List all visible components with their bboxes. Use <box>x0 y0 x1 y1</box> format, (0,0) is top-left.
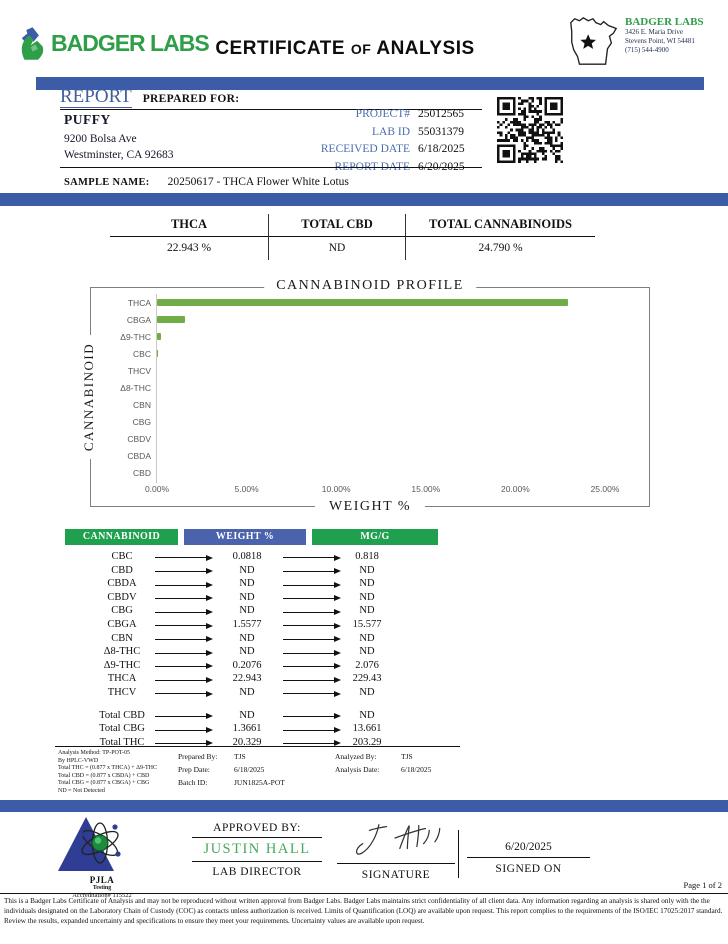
footnote-line: Analysis Method: TP-POT-05 <box>58 750 131 756</box>
arrow-icon <box>155 554 213 562</box>
arrow-icon <box>283 622 341 630</box>
chart-ylabel: CANNABINOID <box>81 335 97 459</box>
chart-tick: 5.00% <box>234 484 259 494</box>
meta-value: 55031379 <box>418 125 464 138</box>
arrow-icon <box>283 581 341 589</box>
footer-line <box>0 893 728 894</box>
weight-percent-value: ND <box>239 646 255 658</box>
summary-header: TOTAL CANNABINOIDS <box>405 214 595 237</box>
mgg-value: 15.577 <box>352 619 382 630</box>
lab-address-line2: Stevens Point, WI 54481 <box>625 37 695 45</box>
arrow-icon <box>155 622 213 630</box>
chart-row <box>91 447 649 464</box>
mgg-value: ND <box>359 564 375 576</box>
results-header: MG/G <box>312 529 438 545</box>
chart-row <box>91 311 649 328</box>
logo-text: BADGER LABS <box>51 30 209 56</box>
analyte-name: CBDA <box>107 578 137 590</box>
footnote-value: 6/18/2025 <box>401 765 432 774</box>
chart-row <box>91 413 649 430</box>
chart-row <box>91 464 649 481</box>
footnote-label: Prep Date: <box>178 765 210 774</box>
meta-value: 25012565 <box>418 108 464 120</box>
footnote-label: Analysis Date: <box>335 765 380 774</box>
arrow-icon <box>155 690 213 698</box>
chart-category-label: Δ8-THC <box>120 383 151 393</box>
meta-label: REPORT DATE <box>334 160 410 173</box>
badger-icon <box>20 27 47 60</box>
lab-name: BADGER LABS <box>625 16 704 28</box>
footnote-method-block <box>58 750 157 796</box>
chart-row <box>91 396 649 413</box>
report-heading <box>60 87 239 109</box>
chart-tick: 15.00% <box>411 484 441 494</box>
footnote-value: JUN1825A-POT <box>234 778 285 787</box>
table-row <box>65 710 440 724</box>
chart-rows <box>91 294 649 484</box>
summary-value: 22.943 % <box>166 242 212 254</box>
chart-ticks <box>91 484 649 498</box>
meta-row <box>250 108 482 126</box>
chart-category-label: Δ9-THC <box>120 332 151 342</box>
footnote-line: ND = Not Detected <box>58 787 105 794</box>
arrow-icon <box>283 676 341 684</box>
approver-name: JUSTIN HALL <box>192 838 322 862</box>
footnote-label: Analyzed By: <box>335 752 377 761</box>
weight-percent-value: ND <box>239 709 255 721</box>
chart-bar <box>157 299 568 307</box>
results-table-rows <box>65 551 440 756</box>
footnote-value: 6/18/2025 <box>234 765 265 774</box>
chart-row <box>91 379 649 396</box>
results-table-headers <box>0 529 728 545</box>
chart-tick: 20.00% <box>500 484 530 494</box>
qr-code <box>497 97 563 163</box>
analyte-name: Total CBG <box>99 723 145 735</box>
analyte-name: CBN <box>111 632 133 644</box>
arrow-icon <box>155 608 213 616</box>
mgg-value: ND <box>359 687 375 698</box>
weight-percent-value: 20.329 <box>232 736 262 748</box>
footnote-prep-block <box>178 750 285 789</box>
table-row <box>65 737 440 751</box>
analyte-name: CBD <box>111 564 133 576</box>
footer-disclaimer: This is a Badger Labs Certificate of Analysis and may not be reproduced without written approval from Badger Labs. Badger Labs maintains strict confidentiality of all client data. Any information regarding an analysis is shared only with the the individuals designated on the Laboratory Chain of Custody (COC) as contacts unless authorization is received. Limits of Quantification (LOQ) are available upon request. This report complies to the requirements of the ISO/IEC 17025:2017 standard. Review the results, expanded uncertainty and specifications to ensure they meet your requirements. Uncertainty values are available upon request. <box>4 897 723 925</box>
chart-row <box>91 362 649 379</box>
summary-header: TOTAL CBD <box>268 214 405 237</box>
arrow-icon <box>155 649 213 657</box>
divider-bar-mid <box>0 193 728 206</box>
chart-row <box>91 430 649 447</box>
table-row <box>65 646 440 660</box>
arrow-icon <box>155 713 213 721</box>
footnote-line: Total CBG = (0.877 x CBGA) + CBG <box>58 780 150 787</box>
sample-name-label: SAMPLE NAME: <box>64 177 150 188</box>
analyte-name: THCV <box>107 687 137 698</box>
summary-header: THCA <box>110 214 268 237</box>
footnote-line: By HPLC-VWD <box>58 757 99 764</box>
pjla-accreditation-number: Accreditation# 115522 <box>72 891 132 899</box>
footnote-line: Total CBD = (0.877 x CBDA) + CBD <box>58 772 150 779</box>
mgg-value: ND <box>359 578 375 590</box>
chart-tick: 25.00% <box>590 484 620 494</box>
chart-row <box>91 345 649 362</box>
arrow-icon <box>155 568 213 576</box>
arrow-icon <box>155 581 213 589</box>
client-address-line1: 9200 Bolsa Ave <box>64 132 137 145</box>
mgg-value: ND <box>359 605 375 617</box>
mgg-value: 229.43 <box>352 673 382 685</box>
meta-label: RECEIVED DATE <box>320 143 410 155</box>
table-row <box>65 551 440 565</box>
chart-category-label: CBGA <box>126 315 151 325</box>
meta-label: LAB ID <box>371 125 410 138</box>
chart-bar <box>157 350 158 358</box>
mgg-value: ND <box>359 632 375 644</box>
chart-category-label: CBD <box>133 468 151 478</box>
arrow-icon <box>155 663 213 671</box>
weight-percent-value: 0.0818 <box>232 551 262 562</box>
table-row <box>65 687 440 701</box>
chart-category-label: CBG <box>132 417 151 427</box>
client-name: PUFFY <box>64 112 111 127</box>
chart-category-label: CBC <box>133 349 151 359</box>
chart-xlabel: WEIGHT % <box>315 499 425 515</box>
signed-on-date: 6/20/2025 <box>505 841 552 853</box>
pjla-name: PJLA <box>89 875 115 885</box>
approval-divider <box>458 830 459 878</box>
title-part1: CERTIFICATE <box>215 38 346 59</box>
page-number: Page 1 of 2 <box>683 880 722 890</box>
weight-percent-value: ND <box>239 605 255 617</box>
page-title <box>165 38 525 60</box>
analyte-name: Total CBD <box>99 709 145 721</box>
signed-on-block <box>467 819 590 875</box>
weight-percent-value: ND <box>239 564 255 576</box>
chart-category-label: CBDA <box>127 451 151 461</box>
chart-category-label: CBDV <box>127 434 151 444</box>
meta-row <box>250 126 482 144</box>
sample-name-row <box>64 172 349 190</box>
mgg-value: 0.818 <box>355 551 379 562</box>
weight-percent-value: 1.3661 <box>232 723 262 735</box>
sample-name-value: 20250617 - THCA Flower White Lotus <box>167 176 349 188</box>
footnote-value: TJS <box>401 752 413 761</box>
results-header: CANNABINOID <box>65 529 178 545</box>
analyte-name: CBGA <box>107 619 137 630</box>
arrow-icon <box>283 608 341 616</box>
analyte-name: CBG <box>111 605 133 617</box>
title-part2: ANALYSIS <box>376 38 475 59</box>
meta-row <box>250 143 482 161</box>
client-address-line2: Westminster, CA 92683 <box>64 149 174 161</box>
meta-label: PROJECT# <box>355 108 410 120</box>
analyte-name: CBC <box>111 551 133 562</box>
arrow-icon <box>155 676 213 684</box>
arrow-icon <box>155 726 213 734</box>
signed-on-label: SIGNED ON <box>495 863 562 875</box>
analyte-name: CBDV <box>107 591 137 603</box>
chart-bar <box>157 316 185 324</box>
analyte-name: THCA <box>107 673 137 685</box>
footnote-row <box>335 763 431 776</box>
arrow-icon <box>283 568 341 576</box>
table-row <box>65 605 440 619</box>
footnote-line: Total THC = (0.877 x THCA) + Δ9-THC <box>58 765 157 772</box>
summary-value: 24.790 % <box>405 237 595 260</box>
meta-value: 6/20/2025 <box>418 160 465 173</box>
approver-title: LAB DIRECTOR <box>212 866 302 878</box>
arrow-icon <box>283 636 341 644</box>
arrow-icon <box>283 726 341 734</box>
weight-percent-value: ND <box>239 632 255 644</box>
pjla-triangle-atom-icon <box>52 813 152 873</box>
report-subtitle: PREPARED FOR: <box>142 93 240 105</box>
chart-tick: 0.00% <box>144 484 170 494</box>
pjla-sub: Testing <box>92 885 112 891</box>
weight-percent-value: 22.943 <box>232 673 262 685</box>
footnote-row <box>178 750 285 763</box>
table-row <box>65 619 440 633</box>
footnote-row <box>335 750 431 763</box>
chart-title: CANNABINOID PROFILE <box>264 278 476 294</box>
client-block <box>64 112 173 161</box>
mgg-value: 13.661 <box>352 723 382 735</box>
chart-row <box>91 294 649 311</box>
weight-percent-value: ND <box>239 591 255 603</box>
signature-block <box>337 819 455 881</box>
results-header: WEIGHT % <box>184 529 306 545</box>
arrow-icon <box>283 554 341 562</box>
lab-address-line1: 3426 E. Maria Drive <box>625 28 683 36</box>
summary-value: ND <box>268 237 405 260</box>
arrow-icon <box>155 636 213 644</box>
lab-contact-block <box>564 11 725 73</box>
weight-percent-value: ND <box>239 578 255 590</box>
table-row <box>65 660 440 674</box>
arrow-icon <box>283 649 341 657</box>
summary-table <box>110 214 595 260</box>
analyte-name: Δ9-THC <box>103 659 141 671</box>
cannabinoid-profile-chart <box>81 278 650 514</box>
chart-tick: 10.00% <box>321 484 351 494</box>
table-row <box>65 633 440 647</box>
chart-category-label: THCA <box>127 298 151 308</box>
footnote-row <box>178 776 285 789</box>
table-row <box>65 565 440 579</box>
chart-bar <box>157 333 161 341</box>
signature-icon <box>340 819 452 857</box>
footnote-analysis-block <box>335 750 431 776</box>
weight-percent-value: 1.5577 <box>232 619 262 630</box>
lab-phone: (715) 544-4900 <box>625 46 669 54</box>
weight-percent-value: 0.2076 <box>232 659 262 671</box>
table-row <box>65 578 440 592</box>
footnote-row <box>178 763 285 776</box>
weight-percent-value: ND <box>239 687 255 698</box>
footnote-label: Batch ID: <box>178 778 208 787</box>
arrow-icon <box>283 595 341 603</box>
mgg-value: 203.29 <box>352 736 382 748</box>
mgg-value: ND <box>359 646 375 658</box>
mgg-value: ND <box>359 709 375 721</box>
divider-line <box>60 167 482 168</box>
table-row <box>65 592 440 606</box>
analyte-name: Δ8-THC <box>103 646 141 658</box>
footnote-value: TJS <box>234 752 246 761</box>
chart-category-label: CBN <box>133 400 151 410</box>
title-of: OF <box>350 41 372 57</box>
mgg-value: ND <box>359 591 375 603</box>
arrow-icon <box>155 595 213 603</box>
arrow-icon <box>283 713 341 721</box>
divider-line <box>55 746 460 747</box>
wisconsin-map-icon <box>564 11 622 73</box>
mgg-value: 2.076 <box>355 659 379 671</box>
table-row <box>65 723 440 737</box>
divider-bar-bottom <box>0 800 728 812</box>
signature-label: SIGNATURE <box>361 869 431 881</box>
arrow-icon <box>283 663 341 671</box>
approved-by-block <box>192 822 322 878</box>
arrow-icon <box>283 690 341 698</box>
approved-by-label: APPROVED BY: <box>192 822 322 838</box>
analyte-name: Total THC <box>99 736 145 748</box>
report-title: REPORT <box>60 86 132 107</box>
chart-row <box>91 328 649 345</box>
meta-value: 6/18/2025 <box>418 143 465 155</box>
table-row <box>65 673 440 687</box>
chart-category-label: THCV <box>127 366 151 376</box>
pjla-accreditation-logo <box>52 813 152 900</box>
footnote-label: Prepared By: <box>178 752 218 761</box>
